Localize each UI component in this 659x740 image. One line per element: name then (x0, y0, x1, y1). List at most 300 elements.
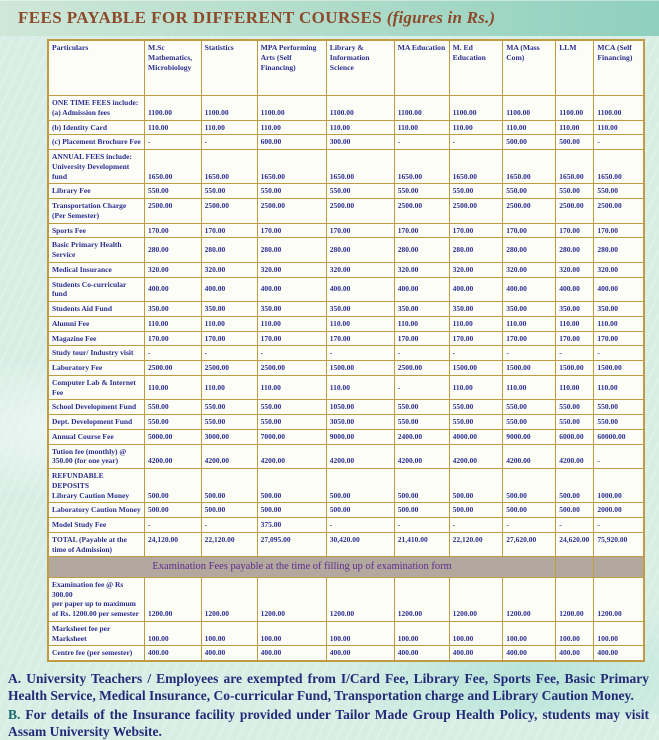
fee-value-cell: 7000.00 (257, 429, 326, 444)
table-row (48, 184, 644, 199)
row-label-line: REFUNDABLE DEPOSITS (52, 471, 104, 490)
row-label-line: of Rs. 1200.00 per semester (52, 609, 139, 619)
table-row (48, 444, 644, 469)
fee-value-cell: 110.00 (201, 375, 257, 400)
fee-value-cell: 110.00 (449, 316, 503, 331)
fee-value-cell: 320.00 (594, 262, 644, 277)
fee-value-cell: 110.00 (394, 120, 449, 135)
fee-value-cell: - (201, 518, 257, 533)
fee-value-cell: 400.00 (201, 277, 257, 302)
row-label (48, 316, 145, 331)
fees-table-body (48, 96, 644, 662)
fee-value-cell: 600.00 (257, 135, 326, 150)
fee-value-cell: 170.00 (449, 223, 503, 238)
column-header-8: LLM (556, 40, 594, 96)
fee-value-cell: 400.00 (449, 646, 503, 661)
fee-value-cell: 2500.00 (594, 199, 644, 224)
table-row (48, 532, 644, 557)
fee-value-cell: 110.00 (503, 375, 556, 400)
row-label (48, 375, 145, 400)
fee-value-cell: 550.00 (201, 184, 257, 199)
fee-value-cell: 550.00 (326, 184, 394, 199)
fee-value-cell: 350.00 (145, 302, 202, 317)
page-title-suffix: (figures in Rs.) (386, 8, 496, 27)
row-label-line: Dept. Development Fund (52, 417, 133, 426)
row-label (48, 223, 145, 238)
fee-value-cell: 2500.00 (394, 361, 449, 376)
fee-value-cell: 2500.00 (449, 199, 503, 224)
fee-value-cell: 1100.00 (201, 96, 257, 121)
fee-value-cell: 400.00 (394, 646, 449, 661)
fee-value-cell: 500.00 (145, 469, 202, 503)
row-label (48, 621, 145, 646)
fee-value-cell: 550.00 (257, 400, 326, 415)
fee-value-cell: 1200.00 (201, 577, 257, 621)
fee-value-cell: - (394, 135, 449, 150)
row-label-line: Magazine Fee (52, 333, 97, 343)
fee-value-cell: 500.00 (503, 469, 556, 503)
fee-value-cell: 110.00 (201, 316, 257, 331)
fee-value-cell: 2500.00 (556, 199, 594, 224)
fee-value-cell: 2500.00 (201, 199, 257, 224)
fee-value-cell: 9000.00 (503, 429, 556, 444)
fee-value-cell: 1650.00 (201, 150, 257, 184)
fee-value-cell: 350.00 (556, 302, 594, 317)
fee-value-cell: 170.00 (503, 223, 556, 238)
fee-value-cell: 320.00 (201, 262, 257, 277)
fee-value-cell: 280.00 (503, 238, 556, 263)
fee-value-cell: 500.00 (201, 469, 257, 503)
fee-value-cell: 500.00 (394, 469, 449, 503)
column-header-7: MA (Mass Com) (503, 40, 556, 96)
fee-value-cell: 500.00 (556, 135, 594, 150)
fee-value-cell: 400.00 (394, 277, 449, 302)
fee-value-cell: 170.00 (326, 331, 394, 346)
table-row (48, 277, 644, 302)
fee-value-cell: 110.00 (594, 316, 644, 331)
fee-value-cell: 550.00 (394, 400, 449, 415)
fee-value-cell: 1100.00 (503, 96, 556, 121)
row-label-line: Study tour/ Industry visit (52, 348, 134, 358)
fee-value-cell: 110.00 (201, 120, 257, 135)
row-label-line: Laboratory Fee (52, 363, 103, 372)
column-header-9: MCA (Self Financing) (594, 40, 644, 96)
fee-value-cell: - (594, 346, 644, 361)
row-label-line: per paper up to maximum (52, 599, 136, 609)
fee-value-cell: 350.00 (201, 302, 257, 317)
exam-section-row (48, 557, 644, 578)
fee-value-cell: 110.00 (594, 120, 644, 135)
row-label (48, 96, 145, 121)
fee-value-cell: 1000.00 (594, 469, 644, 503)
fee-value-cell: 170.00 (594, 223, 644, 238)
exam-section-empty-cell (556, 557, 594, 578)
fee-value-cell: 100.00 (394, 621, 449, 646)
fee-value-cell: 400.00 (201, 646, 257, 661)
fee-value-cell: 550.00 (145, 415, 202, 430)
table-row (48, 120, 644, 135)
fee-value-cell: 110.00 (145, 316, 202, 331)
row-label (48, 503, 145, 518)
fee-value-cell: 2500.00 (201, 361, 257, 376)
row-label (48, 577, 145, 621)
fee-value-cell: 1100.00 (326, 96, 394, 121)
note-b-text: For details of the Insurance facility provided under Tailor Made Group Health Policy, students may visit Assam University Website. (8, 706, 649, 739)
fee-value-cell: 60000.00 (594, 429, 644, 444)
fee-value-cell: 400.00 (257, 277, 326, 302)
fee-value-cell: 110.00 (326, 375, 394, 400)
fee-value-cell: 550.00 (556, 184, 594, 199)
fee-value-cell: 9000.00 (326, 429, 394, 444)
fee-value-cell: - (257, 346, 326, 361)
fee-value-cell: 500.00 (201, 503, 257, 518)
fee-value-cell: 170.00 (394, 331, 449, 346)
table-row (48, 262, 644, 277)
fee-value-cell: 1650.00 (449, 150, 503, 184)
fee-value-cell: 500.00 (449, 469, 503, 503)
fee-value-cell: 320.00 (503, 262, 556, 277)
fee-value-cell: 1100.00 (594, 96, 644, 121)
fee-value-cell: 550.00 (145, 400, 202, 415)
fee-value-cell: 4200.00 (145, 444, 202, 469)
fee-value-cell: 1650.00 (145, 150, 202, 184)
row-label-line: Marksheet (52, 633, 87, 643)
fee-value-cell: 170.00 (145, 331, 202, 346)
fee-value-cell: 110.00 (257, 375, 326, 400)
fee-value-cell: 350.00 (594, 302, 644, 317)
fee-value-cell: 110.00 (145, 120, 202, 135)
fee-value-cell: 400.00 (594, 277, 644, 302)
fee-value-cell: 500.00 (145, 503, 202, 518)
fee-value-cell: 24,120.00 (145, 532, 202, 557)
row-label-line: Centre fee (per semester) (52, 648, 133, 658)
fee-value-cell: 27,620.00 (503, 532, 556, 557)
fee-value-cell: 110.00 (257, 120, 326, 135)
fee-value-cell: 4000.00 (449, 429, 503, 444)
fee-value-cell: 1500.00 (556, 361, 594, 376)
fee-value-cell: 110.00 (394, 316, 449, 331)
fee-value-cell: 550.00 (556, 400, 594, 415)
row-label (48, 277, 145, 302)
fee-value-cell: 170.00 (503, 331, 556, 346)
fee-value-cell: 24,620.00 (556, 532, 594, 557)
table-row (48, 469, 644, 503)
fee-value-cell: 1200.00 (556, 577, 594, 621)
fee-value-cell: 1200.00 (449, 577, 503, 621)
fee-value-cell: 22,120.00 (201, 532, 257, 557)
row-label (48, 415, 145, 430)
fee-value-cell: 22,120.00 (449, 532, 503, 557)
fee-value-cell: 21,410.00 (394, 532, 449, 557)
fee-value-cell: - (326, 518, 394, 533)
fee-value-cell: 400.00 (503, 646, 556, 661)
fee-value-cell: 400.00 (503, 277, 556, 302)
table-row (48, 346, 644, 361)
fee-value-cell: 400.00 (145, 646, 202, 661)
note-b-prefix: B. (8, 706, 21, 722)
fee-value-cell: 1500.00 (326, 361, 394, 376)
table-row (48, 316, 644, 331)
row-label-line: (a) Admission fees (52, 107, 110, 117)
table-row (48, 375, 644, 400)
fee-value-cell: 2500.00 (394, 199, 449, 224)
fee-value-cell: - (394, 346, 449, 361)
fee-value-cell: 320.00 (449, 262, 503, 277)
fee-value-cell: 1650.00 (503, 150, 556, 184)
row-label-line: Basic Primary Health Service (52, 240, 122, 259)
header-row (48, 40, 644, 96)
fee-value-cell: 1200.00 (257, 577, 326, 621)
fee-value-cell: - (449, 135, 503, 150)
row-label-line: Examination fee @ Rs 300.00 (52, 579, 124, 599)
row-label-line: Students Co-curricular fund (52, 279, 127, 299)
fees-table (47, 39, 645, 662)
fee-value-cell: 170.00 (257, 223, 326, 238)
fee-value-cell: 280.00 (394, 238, 449, 263)
fee-value-cell: 110.00 (326, 120, 394, 135)
row-label (48, 135, 145, 150)
row-label-line: Alumni Fee (52, 318, 90, 328)
column-header-1: M.Sc Mathematics, Microbiology (145, 40, 202, 96)
row-label (48, 518, 145, 533)
fee-value-cell: 550.00 (594, 415, 644, 430)
row-label-line: Transportation Charge (52, 201, 127, 210)
fee-value-cell: 350.00 (326, 302, 394, 317)
fee-value-cell: 320.00 (326, 262, 394, 277)
fee-value-cell: 320.00 (257, 262, 326, 277)
row-label-line: University Development fund (52, 161, 130, 181)
row-label-line: time of Admission) (52, 544, 112, 554)
fee-value-cell: 5000.00 (145, 429, 202, 444)
fee-value-cell: 280.00 (556, 238, 594, 263)
fee-value-cell: 500.00 (326, 469, 394, 503)
fee-value-cell: 280.00 (201, 238, 257, 263)
fee-value-cell: 170.00 (556, 331, 594, 346)
fee-value-cell: 1650.00 (326, 150, 394, 184)
fee-value-cell: 110.00 (449, 120, 503, 135)
row-label-line: Library Fee (52, 186, 91, 196)
column-header-3: MPA Performing Arts (Self Financing) (257, 40, 326, 96)
fee-value-cell: - (594, 444, 644, 469)
fee-value-cell: 280.00 (326, 238, 394, 263)
fee-value-cell: 2500.00 (503, 199, 556, 224)
fee-value-cell: 500.00 (257, 503, 326, 518)
row-label-line: Computer Lab & Internet Fee (52, 377, 136, 397)
fee-value-cell: 110.00 (594, 375, 644, 400)
table-row (48, 331, 644, 346)
fee-value-cell: 170.00 (257, 331, 326, 346)
row-label-line: Marksheet fee per (52, 623, 111, 633)
fee-value-cell: 4200.00 (503, 444, 556, 469)
fee-value-cell: 100.00 (201, 621, 257, 646)
fee-value-cell: 1500.00 (503, 361, 556, 376)
fee-value-cell: 1650.00 (556, 150, 594, 184)
fee-value-cell: 550.00 (503, 415, 556, 430)
fee-value-cell: 500.00 (394, 503, 449, 518)
fee-value-cell: 1500.00 (594, 361, 644, 376)
fee-value-cell: 2500.00 (326, 199, 394, 224)
fee-value-cell: 500.00 (326, 503, 394, 518)
fee-value-cell: 110.00 (556, 120, 594, 135)
fee-value-cell: 1050.00 (326, 400, 394, 415)
fee-value-cell: 1200.00 (145, 577, 202, 621)
fee-value-cell: 170.00 (449, 331, 503, 346)
fee-value-cell: 30,420.00 (326, 532, 394, 557)
fee-value-cell: 75,920.00 (594, 532, 644, 557)
row-label (48, 199, 145, 224)
fee-value-cell: 400.00 (594, 646, 644, 661)
note-a (8, 670, 649, 705)
table-row (48, 503, 644, 518)
fee-value-cell: 400.00 (326, 646, 394, 661)
fee-value-cell: 2500.00 (257, 199, 326, 224)
fee-value-cell: 1100.00 (257, 96, 326, 121)
fee-value-cell: 110.00 (503, 316, 556, 331)
fee-value-cell: 1200.00 (394, 577, 449, 621)
fee-value-cell: 3000.00 (201, 429, 257, 444)
fee-value-cell: 100.00 (145, 621, 202, 646)
fee-value-cell: 320.00 (394, 262, 449, 277)
table-row (48, 400, 644, 415)
column-header-4: Library & Information Science (326, 40, 394, 96)
fee-value-cell: 350.00 (503, 302, 556, 317)
note-b (8, 706, 649, 740)
row-label-line: (b) Identity Card (52, 122, 108, 132)
fee-value-cell: 1200.00 (594, 577, 644, 621)
fee-value-cell: 400.00 (556, 277, 594, 302)
row-label-line: Laboratory Caution Money (52, 505, 141, 515)
fee-value-cell: - (201, 135, 257, 150)
row-label (48, 469, 145, 503)
row-label (48, 150, 145, 184)
fee-value-cell: 550.00 (503, 400, 556, 415)
title-bar (0, 0, 659, 36)
fee-value-cell: 550.00 (594, 184, 644, 199)
fee-value-cell: 100.00 (556, 621, 594, 646)
fee-value-cell: 100.00 (326, 621, 394, 646)
fee-value-cell: 1650.00 (257, 150, 326, 184)
fee-value-cell: 400.00 (326, 277, 394, 302)
fee-value-cell: 300.00 (326, 135, 394, 150)
fee-value-cell: 500.00 (556, 503, 594, 518)
fee-value-cell: 4200.00 (394, 444, 449, 469)
fee-value-cell: 27,095.00 (257, 532, 326, 557)
row-label (48, 429, 145, 444)
fee-value-cell: 3050.00 (326, 415, 394, 430)
row-label (48, 238, 145, 263)
fee-value-cell: 500.00 (449, 503, 503, 518)
fee-value-cell: 550.00 (257, 184, 326, 199)
fee-value-cell: 170.00 (556, 223, 594, 238)
fee-value-cell: - (556, 518, 594, 533)
column-header-5: MA Education (394, 40, 449, 96)
fee-value-cell: 500.00 (556, 469, 594, 503)
fee-value-cell: 550.00 (145, 184, 202, 199)
fee-value-cell: 400.00 (145, 277, 202, 302)
fee-value-cell: 500.00 (503, 503, 556, 518)
fee-value-cell: - (201, 346, 257, 361)
table-row (48, 238, 644, 263)
fee-value-cell: - (503, 346, 556, 361)
fee-value-cell: 110.00 (556, 375, 594, 400)
fee-value-cell: 2000.00 (594, 503, 644, 518)
table-row (48, 577, 644, 621)
fee-value-cell: 4200.00 (556, 444, 594, 469)
fee-value-cell: 375.00 (257, 518, 326, 533)
fee-value-cell: 100.00 (449, 621, 503, 646)
fee-value-cell: 1100.00 (449, 96, 503, 121)
fee-value-cell: 550.00 (201, 400, 257, 415)
fee-value-cell: 550.00 (257, 415, 326, 430)
fee-value-cell: 320.00 (145, 262, 202, 277)
fee-value-cell: 1650.00 (394, 150, 449, 184)
note-a-prefix: A. (8, 671, 22, 687)
fee-value-cell: 550.00 (594, 400, 644, 415)
fee-value-cell: - (394, 518, 449, 533)
row-label-line: 350.00 (for one year) (52, 456, 119, 466)
fee-value-cell: 2500.00 (145, 199, 202, 224)
fee-value-cell: 170.00 (201, 331, 257, 346)
column-header-2: Statistics (201, 40, 257, 96)
fee-value-cell: 170.00 (394, 223, 449, 238)
row-label (48, 532, 145, 557)
fee-value-cell: 280.00 (594, 238, 644, 263)
fee-value-cell: 500.00 (257, 469, 326, 503)
fee-value-cell: 110.00 (556, 316, 594, 331)
fee-value-cell: 350.00 (449, 302, 503, 317)
fee-value-cell: 100.00 (594, 621, 644, 646)
fee-value-cell: 110.00 (145, 375, 202, 400)
fee-value-cell: 170.00 (326, 223, 394, 238)
fee-value-cell: 550.00 (394, 415, 449, 430)
fee-value-cell: 2500.00 (257, 361, 326, 376)
row-label-line: TOTAL (Payable at the (52, 534, 127, 544)
fee-value-cell: 4200.00 (257, 444, 326, 469)
column-header-0: Particulars (48, 40, 145, 96)
fee-value-cell: 500.00 (503, 135, 556, 150)
fee-value-cell: - (449, 518, 503, 533)
page-title-main: FEES PAYABLE FOR DIFFERENT COURSES (18, 8, 387, 27)
row-label-line: (c) Placement Brochure Fee (52, 137, 141, 147)
fee-value-cell: 400.00 (556, 646, 594, 661)
fee-value-cell: 110.00 (503, 120, 556, 135)
row-label (48, 361, 145, 376)
note-a-text: University Teachers / Employees are exempted from I/Card Fee, Library Fee, Sports Fee, Basic Primary Health Service, Medical Insurance, Co-curricular Fund, Transportation charge and Library Caution Money. (8, 671, 649, 704)
fee-value-cell: 1100.00 (556, 96, 594, 121)
row-label-line: ONE TIME FEES include: (52, 98, 139, 107)
fee-value-cell: - (449, 346, 503, 361)
row-label (48, 400, 145, 415)
table-row (48, 429, 644, 444)
fee-value-cell: 1500.00 (449, 361, 503, 376)
fee-value-cell: 550.00 (201, 415, 257, 430)
fee-value-cell: 550.00 (449, 400, 503, 415)
table-row (48, 302, 644, 317)
fee-value-cell: 4200.00 (201, 444, 257, 469)
table-row (48, 150, 644, 184)
table-row (48, 415, 644, 430)
row-label (48, 262, 145, 277)
fee-value-cell: 280.00 (449, 238, 503, 263)
fee-value-cell: 1200.00 (503, 577, 556, 621)
fee-value-cell: 4200.00 (326, 444, 394, 469)
fee-value-cell: 400.00 (449, 277, 503, 302)
row-label (48, 120, 145, 135)
fee-value-cell: 550.00 (449, 184, 503, 199)
row-label (48, 646, 145, 661)
table-row (48, 361, 644, 376)
fee-value-cell: 1100.00 (394, 96, 449, 121)
